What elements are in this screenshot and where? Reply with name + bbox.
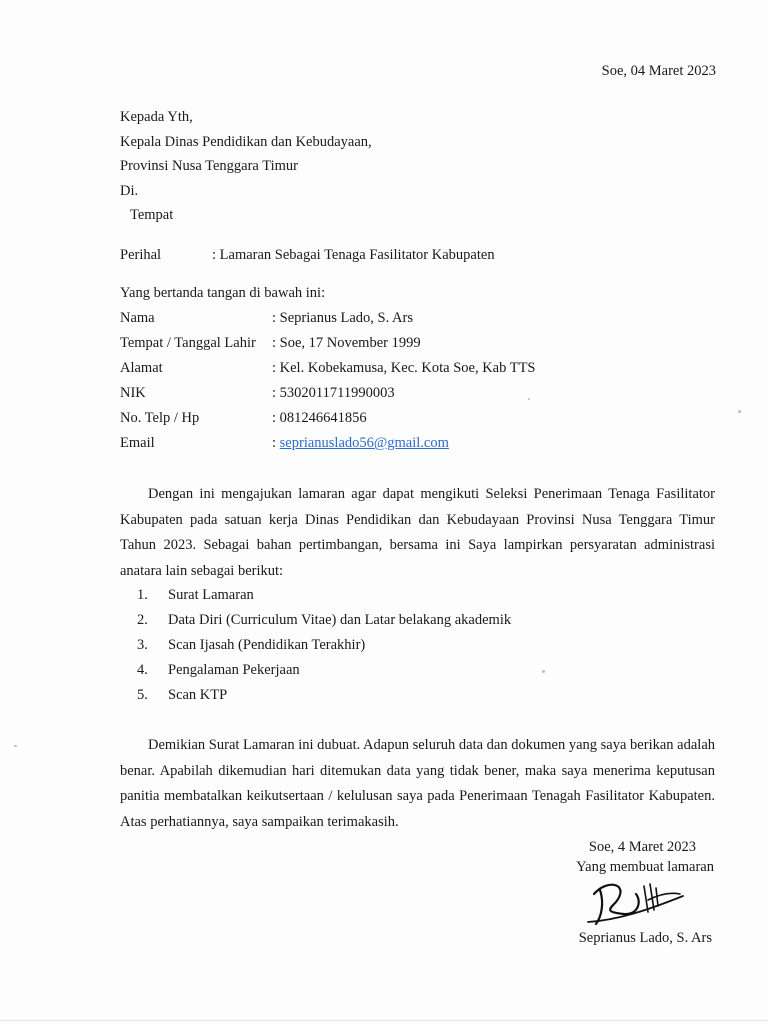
field-label: Tempat / Tanggal Lahir	[120, 335, 256, 351]
recipient-title: Kepala Dinas Pendidikan dan Kebudayaan,	[120, 133, 372, 150]
field-row-address	[120, 359, 536, 384]
scan-speck	[528, 398, 530, 400]
recipient-province: Provinsi Nusa Tenggara Timur	[120, 158, 298, 174]
scan-speck	[738, 410, 741, 413]
attachment-list	[137, 583, 511, 708]
list-number: 3.	[137, 637, 148, 653]
list-item	[137, 683, 511, 708]
scan-speck	[542, 670, 545, 673]
list-item	[137, 658, 511, 683]
intro-text: Yang bertanda tangan di bawah ini:	[120, 285, 326, 301]
subject-label: Perihal	[120, 247, 162, 263]
handwritten-signature	[578, 872, 698, 932]
field-label: Alamat	[120, 360, 163, 376]
field-label: NIK	[120, 385, 146, 401]
closing-date: Soe, 4 Maret 2023	[588, 839, 696, 855]
list-number: 1.	[137, 587, 148, 603]
field-row-nik	[120, 384, 536, 409]
field-row-phone	[120, 409, 536, 434]
recipient-place: Tempat	[130, 207, 174, 223]
field-label: Email	[120, 435, 155, 451]
email-colon: :	[272, 435, 280, 451]
field-value: : Seprianus Lado, S. Ars	[272, 310, 413, 326]
subject-line	[120, 246, 495, 264]
list-item	[137, 583, 511, 608]
body-paragraph-2: Demikian Surat Lamaran ini dubuat. Adapun seluruh data dan dokumen yang saya berikan adalah benar. Apabilah dikemudian hari ditemukan data yang tidak bener, maka saya menerima keputusan panitia membatalkan keikutsertaan / kelulusan saya pada Penerimaan Tenagah Fasilitator Kabupaten. Atas perhatiannya, saya sampaikan terimakasih.	[120, 737, 715, 830]
recipient-di: Di.	[120, 182, 139, 199]
list-text: Data Diri (Curriculum Vitae) dan Latar belakang akademik	[168, 612, 512, 628]
field-label: Nama	[120, 310, 155, 326]
list-text: Scan Ijasah (Pendidikan Terakhir)	[168, 637, 366, 653]
list-number: 5.	[137, 687, 148, 703]
field-row-email	[120, 434, 536, 459]
email-link[interactable]: seprianuslado56@gmail.com	[279, 435, 449, 451]
field-value: : 081246641856	[272, 410, 367, 426]
field-value: : Kel. Kobekamusa, Kec. Kota Soe, Kab TTS	[272, 360, 536, 376]
field-row-birth	[120, 334, 536, 359]
field-value: : 5302011711990003	[272, 385, 395, 401]
list-item	[137, 633, 511, 658]
recipient-block	[120, 108, 372, 231]
subject-value: : Lamaran Sebagai Tenaga Fasilitator Kabupaten	[212, 247, 495, 263]
list-number: 2.	[137, 612, 148, 628]
body-paragraph-1: Dengan ini mengajukan lamaran agar dapat mengikuti Seleksi Penerimaan Tenaga Fasilitator Kabupaten pada satuan kerja Dinas Pendidikan dan Kebudayaan Provinsi Nusa Tenggara Timur Tahun 2023. Sebagai bahan pertimbangan, bersama ini Saya lampirkan persyaratan administrasi anatara lain sebagai berikut:	[120, 486, 715, 579]
signer-name: Seprianus Lado, S. Ars	[578, 930, 712, 946]
list-text: Pengalaman Pekerjaan	[168, 662, 300, 678]
scan-speck	[14, 745, 17, 747]
scan-edge-line	[0, 1020, 768, 1021]
field-value	[272, 434, 449, 459]
list-text: Scan KTP	[168, 687, 228, 703]
list-number: 4.	[137, 662, 148, 678]
closing-role: Yang membuat lamaran	[576, 859, 714, 875]
field-row-name	[120, 309, 536, 334]
field-value: : Soe, 17 November 1999	[272, 335, 421, 351]
list-item	[137, 608, 511, 633]
field-label: No. Telp / Hp	[120, 410, 200, 426]
letter-date: Soe, 04 Maret 2023	[601, 63, 716, 79]
applicant-fields	[120, 309, 536, 459]
recipient-greeting: Kepada Yth,	[120, 109, 193, 125]
list-text: Surat Lamaran	[168, 587, 254, 603]
